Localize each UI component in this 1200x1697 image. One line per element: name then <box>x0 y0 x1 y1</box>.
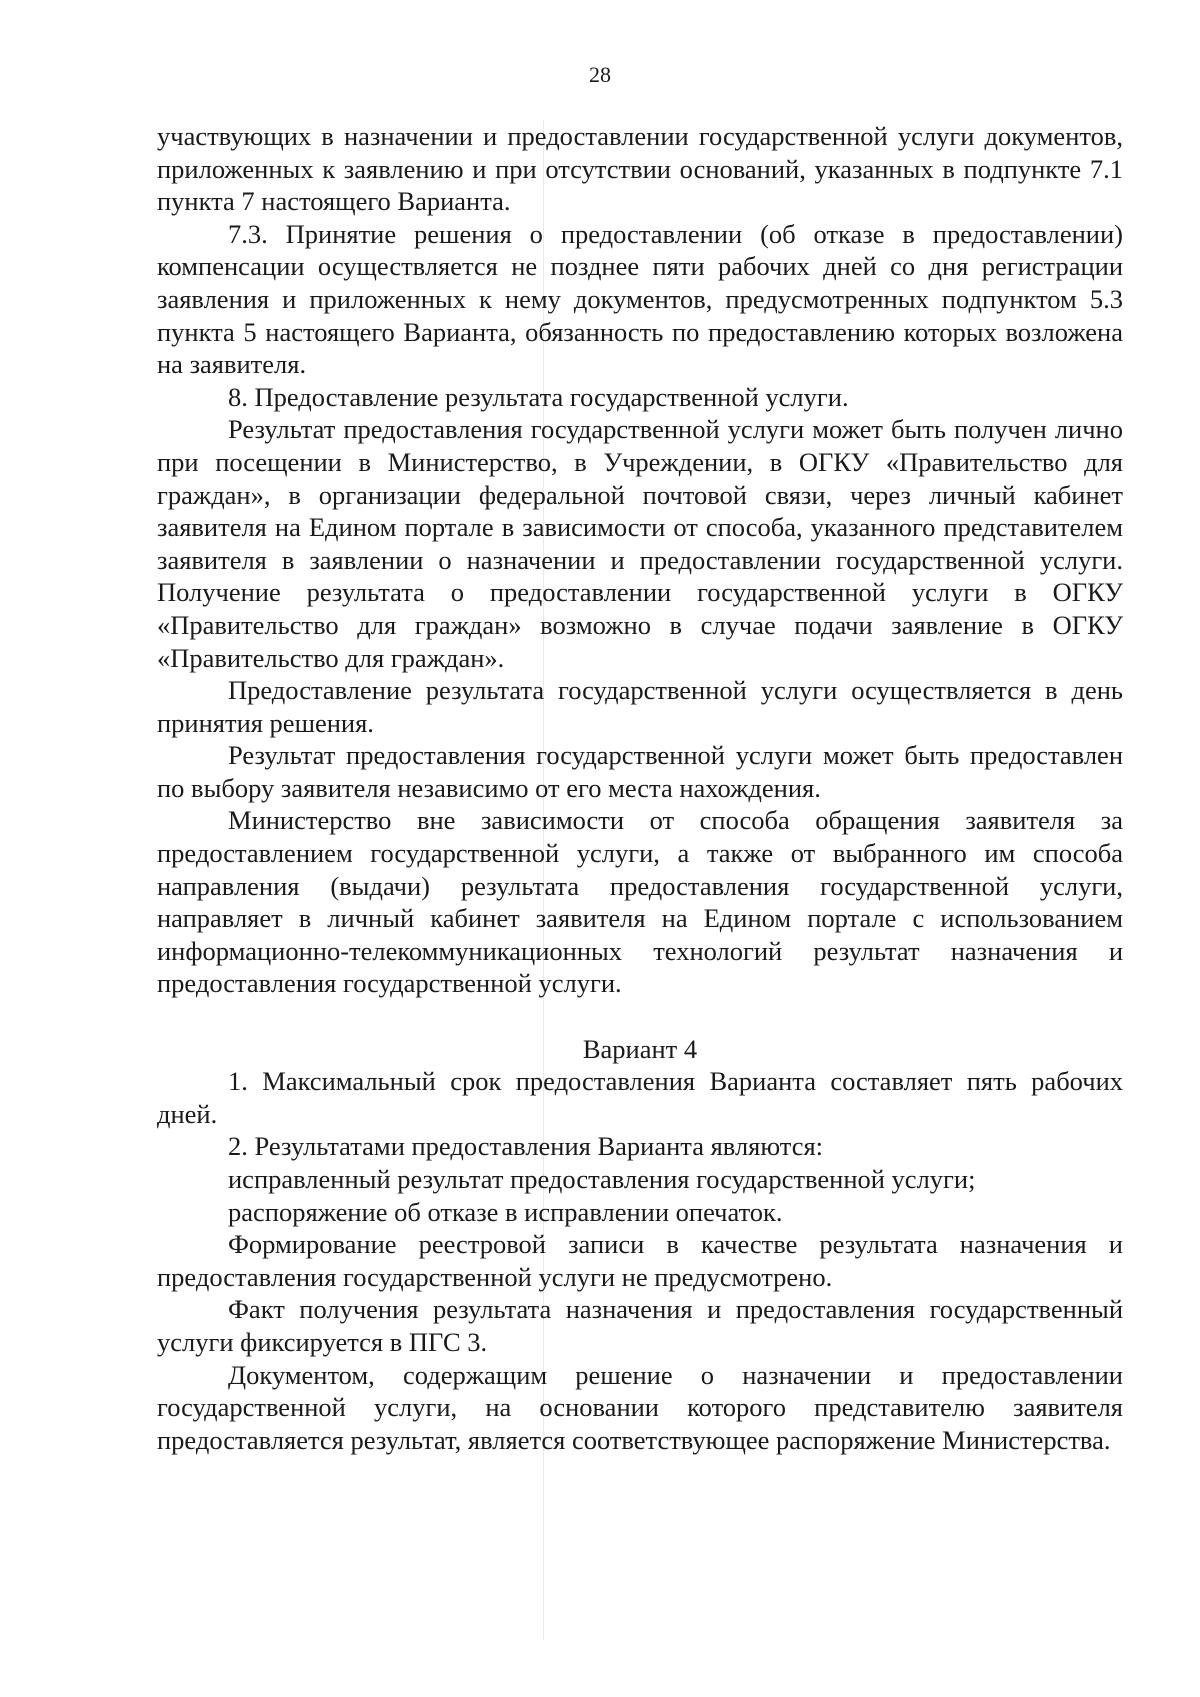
paragraph-result-choice: Результат предоставления государственной услуги может быть предоставлен по выбору заявителя независимо от его места нахождения. <box>157 740 1123 803</box>
paragraph-registry-record: Формирование реестровой записи в качестве результата назначения и предоставления государственной услуги не предусмотрено. <box>157 1229 1123 1292</box>
paragraph-result-ways: Результат предоставления государственной услуги может быть получен лично при посещении в Министерство, в Учреждении, в ОГКУ «Правительство для граждан», в организации федеральной почтовой связи, через личный кабинет заявителя на Едином портале в зависимости от способа, указанного представителем заявителя в заявлении о назначении и предоставлении государственной услуги. Получение результата о предоставлении государственной услуги в ОГКУ «Правительство для граждан» возможно в случае подачи заявление в ОГКУ «Правительство для граждан». <box>157 414 1123 673</box>
paragraph-results-list-intro: 2. Результатами предоставления Варианта являются: <box>228 1131 824 1162</box>
document-body <box>157 120 1123 1456</box>
paragraph-8-heading: 8. Предоставление результата государственной услуги. <box>228 381 849 412</box>
paragraph-decision-document: Документом, содержащим решение о назначении и предоставлении государственной услуги, на основании которого представителю заявителя предоставляется результат, является соответствующее распоряжение Министерства. <box>157 1359 1123 1455</box>
paragraph-results-item-1: исправленный результат предоставления государственной услуги; <box>228 1164 976 1194</box>
paragraph-fact-recorded: Факт получения результата назначения и предоставления государственный услуги фиксируется в ПГС 3. <box>157 1294 1123 1357</box>
paragraph-continuation: участвующих в назначении и предоставлении государственной услуги документов, приложенных к заявлению и при отсутствии оснований, указанных в подпункте 7.1 пункта 7 настоящего Варианта. <box>157 121 1123 217</box>
paragraph-result-day: Предоставление результата государственной услуги осуществляется в день принятия решения. <box>157 675 1123 738</box>
page-number: 28 <box>589 62 611 87</box>
paragraph-ministry-sends: Министерство вне зависимости от способа обращения заявителя за предоставлением государственной услуги, а также от выбранного им способа направления (выдачи) результата предоставления государственной услуги, направляет в личный кабинет заявителя на Едином портале с использованием информационно-телекоммуникационных технологий результат назначения и предоставления государственной услуги. <box>157 805 1123 999</box>
paragraph-max-term: 1. Максимальный срок предоставления Варианта составляет пять рабочих дней. <box>157 1066 1123 1129</box>
paragraph-results-item-2: распоряжение об отказе в исправлении опечаток. <box>228 1196 783 1227</box>
paragraph-7-3: 7.3. Принятие решения о предоставлении (об отказе в предоставлении) компенсации осуществляется не позднее пяти рабочих дней со дня регистрации заявления и приложенных к нему документов, предусмотренных подпунктом 5.3 пункта 5 настоящего Варианта, обязанность по предоставлению которых возложена на заявителя. <box>157 218 1123 380</box>
section-title: Вариант 4 <box>582 1033 698 1064</box>
